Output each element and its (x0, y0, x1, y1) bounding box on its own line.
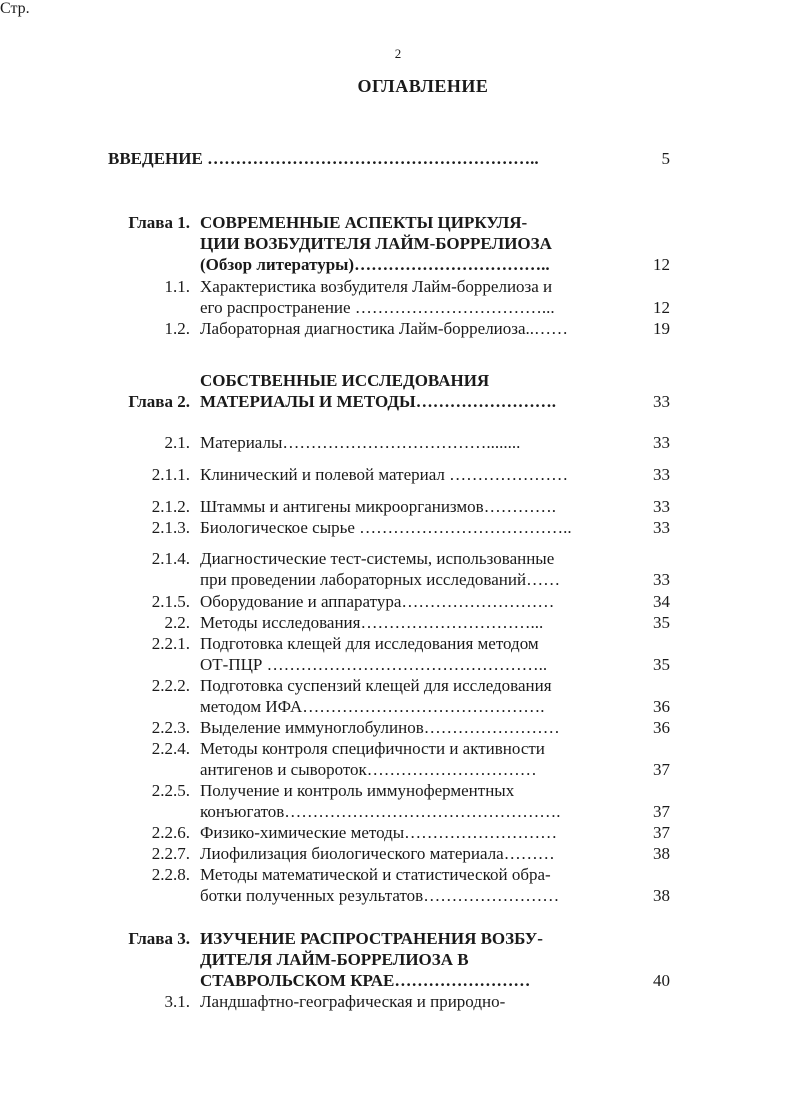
toc-title: ОГЛАВЛЕНИЕ (357, 76, 489, 96)
toc-entry-label: Получение и контроль иммуноферментных (200, 781, 515, 800)
toc-entry-number: Глава 1. (128, 213, 190, 232)
toc-entry-page: 38 (653, 886, 670, 905)
toc-entry-page: 40 (653, 971, 670, 990)
toc-entry-label: Лабораторная диагностика Лайм-боррелиоза..…… (200, 319, 569, 338)
toc-entry-label: Лиофилизация биологического материала……… (200, 844, 555, 863)
toc-entry-number: 2.1.1. (151, 465, 190, 484)
toc-entry-page: 35 (653, 613, 670, 632)
toc-entry-label: ЦИИ ВОЗБУДИТЕЛЯ ЛАЙМ-БОРРЕЛИОЗА (200, 234, 552, 253)
page-number: 2 (394, 46, 402, 61)
toc-entry-label: СТАВРОЛЬСКОМ КРАЕ…………………… (200, 971, 531, 990)
page-column-header: Стр. (0, 0, 30, 17)
toc-entry-label: Подготовка суспензий клещей для исследования (200, 676, 552, 695)
toc-entry-label: конъюгатов…………………………………………. (200, 802, 561, 821)
toc-entry-page: 19 (653, 319, 670, 338)
toc-entry-label: ИЗУЧЕНИЕ РАСПРОСТРАНЕНИЯ ВОЗБУ- (200, 929, 543, 948)
toc-entry-page: 35 (653, 655, 670, 674)
toc-entry-label: Физико-химические методы……………………… (200, 823, 558, 842)
toc-entry-number: 2.1.4. (151, 549, 190, 568)
toc-entry-number: Глава 3. (128, 929, 190, 948)
toc-entry-label: Штаммы и антигены микроорганизмов…………. (200, 497, 556, 516)
toc-entry-number: 1.2. (164, 319, 190, 338)
toc-entry-page: 37 (653, 760, 670, 779)
toc-entry-page: 34 (653, 592, 670, 611)
toc-entry-number: 2.2.6. (151, 823, 190, 842)
toc-entry-page: 36 (653, 718, 670, 737)
toc-entry-page: 38 (653, 844, 670, 863)
toc-entry-page: 33 (653, 433, 670, 452)
toc-entry-label: МАТЕРИАЛЫ И МЕТОДЫ……………………. (200, 392, 556, 411)
toc-entry-number: 2.2.5. (151, 781, 190, 800)
toc-entry-label: СОВРЕМЕННЫЕ АСПЕКТЫ ЦИРКУЛЯ- (200, 213, 528, 232)
toc-entry-number: 2.2. (164, 613, 190, 632)
toc-entry-page: 33 (653, 570, 670, 589)
toc-entry-label: СОБСТВЕННЫЕ ИССЛЕДОВАНИЯ (200, 371, 490, 390)
toc-entry-number: 2.1.2. (151, 497, 190, 516)
toc-entry-page: 12 (653, 255, 670, 274)
toc-entry-label: ВВЕДЕНИЕ ………………………………………………….. (108, 149, 539, 168)
toc-entry-label: Ландшафтно-географическая и природно- (200, 992, 506, 1011)
toc-entry-label: Выделение иммуноглобулинов…………………… (200, 718, 560, 737)
toc-entry-label: Характеристика возбудителя Лайм-боррелиоза и (200, 277, 553, 296)
toc-entry-page: 33 (653, 518, 670, 537)
toc-entry-number: 2.2.3. (151, 718, 190, 737)
toc-entry-label: антигенов и сывороток………………………… (200, 760, 537, 779)
toc-entry-label: Диагностические тест-системы, использованные (200, 549, 555, 568)
toc-entry-label: Биологическое сырье ……………………………….. (200, 518, 572, 537)
toc-entry-label: Клинический и полевой материал ………………… (200, 465, 569, 484)
toc-entry-label: методом ИФА……………………………………. (200, 697, 545, 716)
toc-entry-page: 5 (661, 149, 670, 168)
toc-entry-page: 33 (653, 497, 670, 516)
toc-entry-number: 2.1.5. (151, 592, 190, 611)
toc-entry-label: его распространение ……………………………... (200, 298, 555, 317)
toc-entry-page: 33 (653, 392, 670, 411)
toc-entry-page: 33 (653, 465, 670, 484)
toc-entry-number: 2.2.7. (151, 844, 190, 863)
toc-entry-number: 2.2.1. (151, 634, 190, 653)
toc-entry-label: ОТ-ПЦР ………………………………………….. (200, 655, 548, 674)
toc-entry-page: 36 (653, 697, 670, 716)
toc-entry-number: 2.2.2. (151, 676, 190, 695)
toc-entry-number: 2.1. (164, 433, 190, 452)
toc-entry-page: 37 (653, 802, 670, 821)
toc-entry-label: Методы математической и статистической обра- (200, 865, 551, 884)
toc-entry-label: Методы исследования…………………………... (200, 613, 544, 632)
toc-entry-page: 12 (653, 298, 670, 317)
toc-entry-label: Оборудование и аппаратура……………………… (200, 592, 555, 611)
toc-entry-number: Глава 2. (128, 392, 190, 411)
toc-entry-page: 37 (653, 823, 670, 842)
toc-entry-number: 2.2.4. (151, 739, 190, 758)
toc-entry-label: (Обзор литературы)…………………………….. (200, 255, 550, 274)
toc-entry-label: ДИТЕЛЯ ЛАЙМ-БОРРЕЛИОЗА В (200, 950, 469, 969)
toc-entry-label: ботки полученных результатов…………………… (200, 886, 560, 905)
toc-entry-label: Методы контроля специфичности и активности (200, 739, 545, 758)
toc-entry-number: 2.2.8. (151, 865, 190, 884)
toc-entry-label: Подготовка клещей для исследования методом (200, 634, 539, 653)
toc-entry-number: 3.1. (164, 992, 190, 1011)
toc-entry-number: 1.1. (164, 277, 190, 296)
toc-entry-number: 2.1.3. (151, 518, 190, 537)
toc-entry-label: при проведении лабораторных исследований…… (200, 570, 561, 589)
toc-entry-label: Материалы………………………………........ (200, 433, 521, 452)
